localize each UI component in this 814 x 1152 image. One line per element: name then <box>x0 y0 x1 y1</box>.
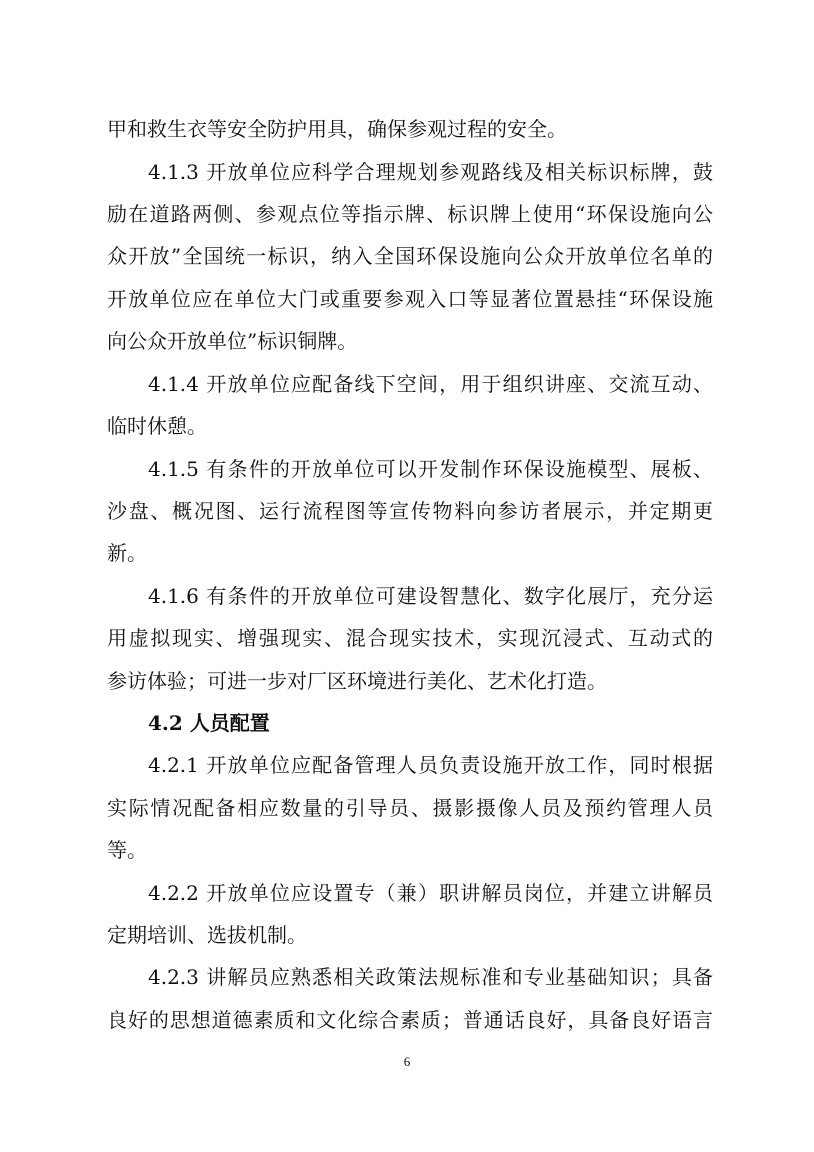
paragraph-line: 良好的思想道德素质和文化综合素质；普通话良好，具备良好语言 <box>107 1008 713 1032</box>
paragraph-line: 甲和救生衣等安全防护用具，确保参观过程的安全。 <box>107 117 567 141</box>
section-heading: 4.2 人员配置 <box>148 711 270 735</box>
paragraph-line: 用虚拟现实、增强现实、混合现实技术，实现沉浸式、互动式的 <box>107 626 713 650</box>
paragraph-line: 等。 <box>107 838 147 862</box>
page-number: 6 <box>403 1054 411 1069</box>
paragraph-line: 4.2.2 开放单位应设置专（兼）职讲解员岗位，并建立讲解员 <box>148 881 713 905</box>
paragraph-line: 4.1.5 有条件的开放单位可以开发制作环保设施模型、展板、 <box>148 457 713 481</box>
paragraph-line: 4.2.1 开放单位应配备管理人员负责设施开放工作，同时根据 <box>148 753 713 777</box>
paragraph-line: 4.1.6 有条件的开放单位可建设智慧化、数字化展厅，充分运 <box>148 584 713 608</box>
paragraph-line: 实际情况配备相应数量的引导员、摄影摄像人员及预约管理人员 <box>107 796 713 820</box>
paragraph-line: 4.2.3 讲解员应熟悉相关政策法规标准和专业基础知识；具备 <box>148 965 713 989</box>
paragraph-line: 临时休憩。 <box>107 414 207 438</box>
paragraph-line: 4.1.3 开放单位应科学合理规划参观路线及相关标识标牌，鼓 <box>148 160 713 184</box>
paragraph-line: 向公众开放单位”标识铜牌。 <box>107 329 358 353</box>
paragraph-line: 众开放”全国统一标识，纳入全国环保设施向公众开放单位名单的 <box>107 244 713 268</box>
paragraph-line: 励在道路两侧、参观点位等指示牌、标识牌上使用“环保设施向公 <box>107 202 713 226</box>
paragraph-line: 沙盘、概况图、运行流程图等宣传物料向参访者展示，并定期更 <box>107 499 713 523</box>
paragraph-line: 4.1.4 开放单位应配备线下空间，用于组织讲座、交流互动、 <box>148 372 713 396</box>
paragraph-line: 新。 <box>107 541 147 565</box>
paragraph-line: 参访体验；可进一步对厂区环境进行美化、艺术化打造。 <box>107 669 607 693</box>
paragraph-line: 开放单位应在单位大门或重要参观入口等显著位置悬挂“环保设施 <box>107 287 713 311</box>
paragraph-line: 定期培训、选拔机制。 <box>107 923 307 947</box>
